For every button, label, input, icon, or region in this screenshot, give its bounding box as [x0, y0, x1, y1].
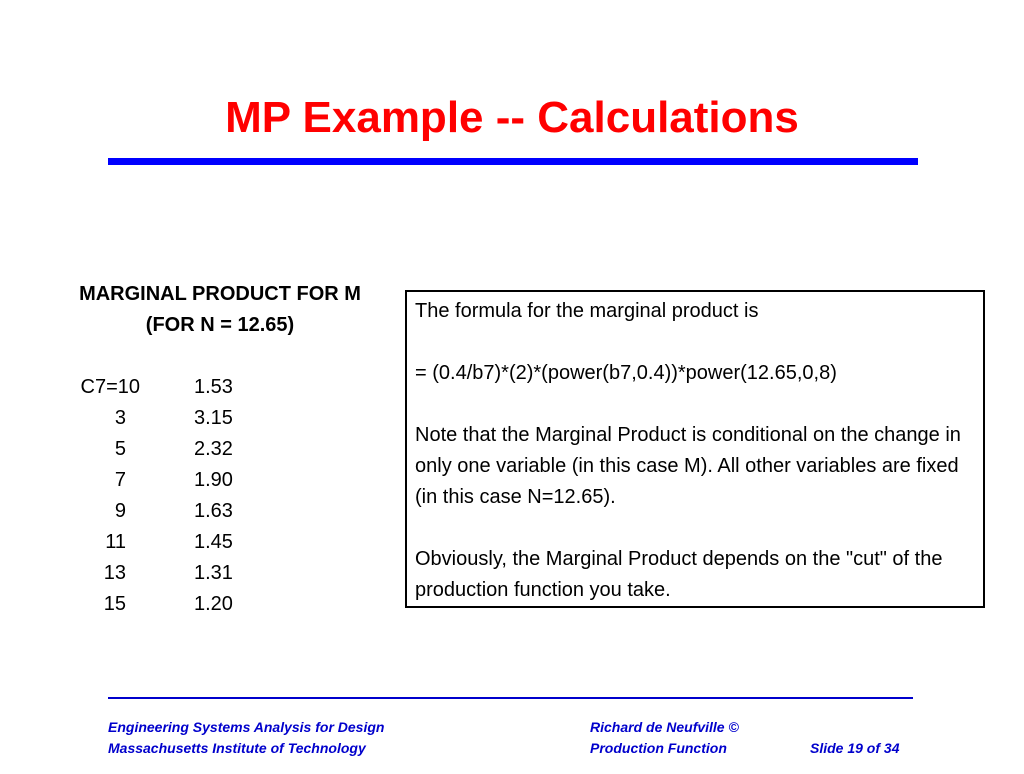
table-cell-m: 11 [105, 531, 126, 553]
note-intro: The formula for the marginal product is [415, 300, 759, 322]
table-cell-m: C7=10 [80, 376, 140, 398]
formula-note-box [405, 290, 985, 608]
note-paragraph-cut: Obviously, the Marginal Product depends on the "cut" of the production function you take. [415, 548, 943, 601]
footer-divider [108, 697, 913, 699]
table-cell-m: 9 [114, 500, 126, 522]
table-row [30, 589, 410, 620]
table-cell-m: 15 [103, 593, 126, 615]
table-cell-m: 3 [114, 407, 126, 429]
footer-slide-number: Slide 19 of 34 [810, 740, 900, 756]
table-rows [30, 372, 410, 620]
table-heading-line2: (FOR N = 12.65) [145, 314, 295, 336]
table-cell-m: 13 [103, 562, 126, 584]
note-formula: = (0.4/b7)*(2)*(power(b7,0.4))*power(12.65,0,8) [415, 362, 837, 384]
marginal-product-table [30, 279, 410, 620]
table-row [30, 372, 410, 403]
table-cell-marginal-product: 1.90 [194, 469, 233, 491]
table-cell-marginal-product: 1.53 [194, 376, 233, 398]
footer-author: Richard de Neufville © [590, 719, 739, 735]
table-cell-marginal-product: 1.31 [194, 562, 233, 584]
footer-institution: Massachusetts Institute of Technology [108, 740, 366, 756]
table-row [30, 527, 410, 558]
table-row [30, 465, 410, 496]
note-paragraph-conditional: Note that the Marginal Product is conditional on the change in only one variable (in this case M). All other variables are fixed (in this case N=12.65). [415, 424, 961, 508]
table-row [30, 558, 410, 589]
table-row [30, 496, 410, 527]
table-row [30, 403, 410, 434]
footer-course-info [108, 717, 384, 759]
slide-title: MP Example -- Calculations [225, 93, 799, 142]
table-row [30, 434, 410, 465]
table-cell-m: 7 [114, 469, 126, 491]
footer-course-title: Engineering Systems Analysis for Design [108, 719, 385, 735]
table-heading-line1: MARGINAL PRODUCT FOR M [79, 283, 361, 305]
footer-author-info [590, 717, 739, 759]
table-cell-marginal-product: 3.15 [194, 407, 233, 429]
table-cell-marginal-product: 1.20 [194, 593, 233, 615]
table-heading [15, 279, 425, 341]
title-underline [108, 158, 918, 165]
table-cell-m: 5 [114, 438, 126, 460]
footer-topic: Production Function [590, 740, 727, 756]
table-cell-marginal-product: 2.32 [194, 438, 233, 460]
table-cell-marginal-product: 1.63 [194, 500, 233, 522]
table-cell-marginal-product: 1.45 [194, 531, 233, 553]
